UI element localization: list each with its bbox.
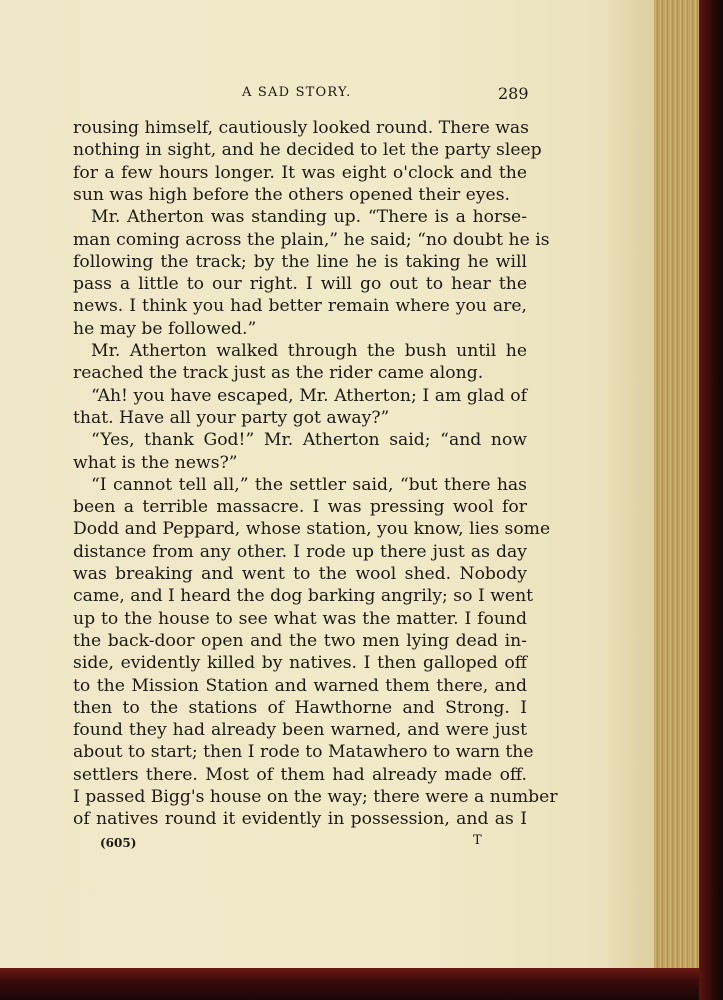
- text-line: to the Mission Station and warned them there, and: [73, 675, 527, 696]
- text-line: “Yes, thank God!” Mr. Atherton said; “and now: [91, 430, 527, 451]
- text-line: been a terrible massacre. I was pressing wool for: [73, 497, 527, 518]
- text-line: for a few hours longer. It was eight o'clock and the: [73, 162, 527, 183]
- text-line: up to the house to see what was the matter. I found: [73, 608, 527, 629]
- text-line: side, evidently killed by natives. I then galloped off: [73, 653, 527, 674]
- bottom-cover: [0, 968, 699, 1000]
- text-line: the back-door open and the two men lying dead in-: [73, 630, 527, 651]
- text-line: nothing in sight, and he decided to let the party sleep: [73, 140, 542, 161]
- text-line: of natives round it evidently in possession, and as I: [73, 809, 527, 830]
- text-line: distance from any other. I rode up there just as day: [73, 541, 527, 562]
- text-line: that. Have all your party got away?”: [73, 407, 390, 428]
- text-line: news. I think you had better remain where you are,: [73, 296, 527, 317]
- text-line: came, and I heard the dog barking angrily; so I went: [73, 586, 534, 607]
- printer-signature-number: (605): [100, 836, 137, 850]
- running-head: A SAD STORY.: [242, 85, 352, 100]
- text-line: pass a little to our right. I will go out to hear the: [73, 274, 527, 295]
- text-line: he may be followed.”: [73, 318, 257, 339]
- printer-signature-letter: T: [473, 833, 482, 848]
- text-line: rousing himself, cautiously looked round. There was: [73, 118, 529, 138]
- text-line: I passed Bigg's house on the way; there were a number: [73, 787, 558, 807]
- page-number: 289: [498, 84, 529, 103]
- text-line: following the track; by the line he is taking he will: [73, 251, 527, 272]
- text-line: reached the track just as the rider came along.: [73, 363, 484, 384]
- text-line: what is the news?”: [73, 452, 238, 473]
- text-line: “Ah! you have escaped, Mr. Atherton; I am glad of: [91, 385, 527, 406]
- text-line: settlers there. Most of them had already made off.: [73, 764, 527, 785]
- text-line: then to the stations of Hawthorne and Strong. I: [73, 697, 527, 718]
- text-line: sun was high before the others opened their eyes.: [73, 184, 510, 205]
- text-line: was breaking and went to the wool shed. Nobody: [73, 564, 527, 584]
- text-line: Dodd and Peppard, whose station, you know, lies some: [73, 519, 551, 540]
- page-edges: [654, 0, 699, 975]
- text-line: Mr. Atherton was standing up. “There is a horse-: [91, 207, 527, 228]
- text-line: Mr. Atherton walked through the bush until he: [91, 341, 527, 361]
- text-line: about to start; then I rode to Matawhero to warn the: [73, 742, 534, 763]
- binding-cover: [699, 0, 723, 1000]
- text-line: found they had already been warned, and were just: [73, 720, 527, 741]
- text-line: “I cannot tell all,” the settler said, “but there has: [91, 474, 527, 495]
- text-line: man coming across the plain,” he said; “no doubt he is: [73, 229, 550, 250]
